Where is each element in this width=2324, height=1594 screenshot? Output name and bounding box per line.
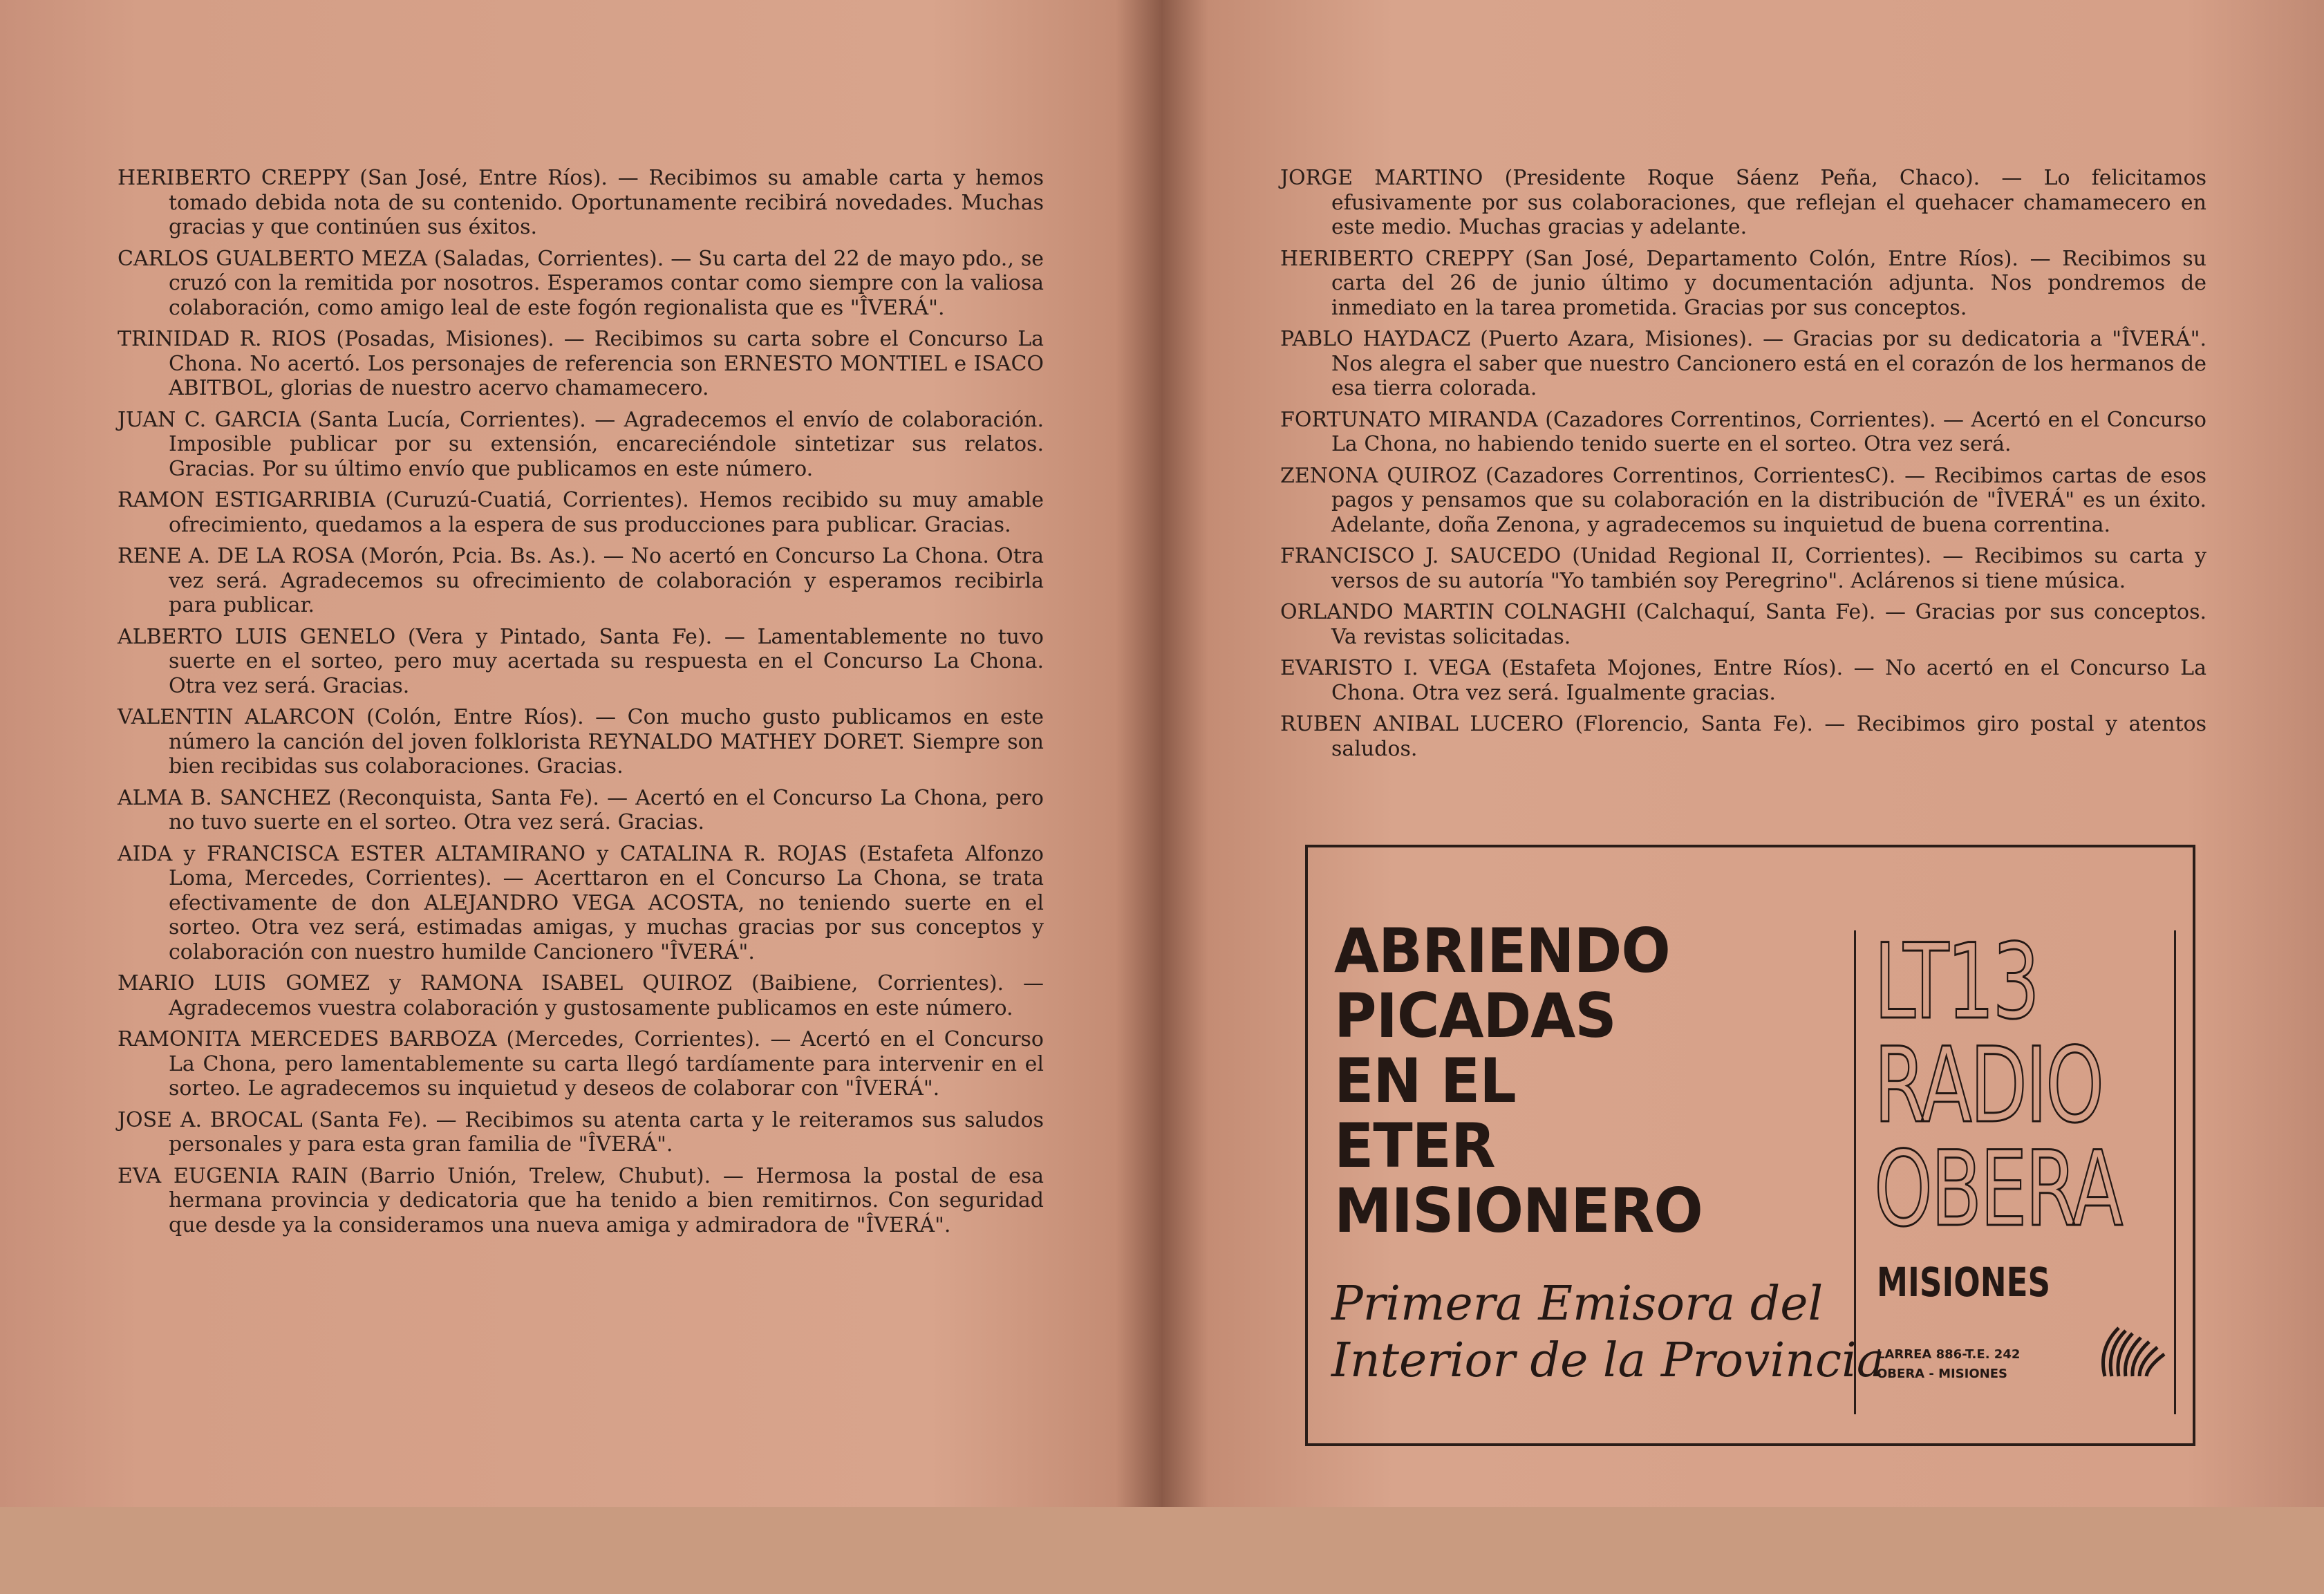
left-page — [118, 166, 1044, 1244]
station-line: OBERA — [1874, 1129, 2121, 1250]
letter-entry: RUBEN ANIBAL LUCERO (Florencio, Santa Fe). — Recibimos giro postal y atentos saludos. — [1280, 712, 2206, 761]
letter-entry: JOSE A. BROCAL (Santa Fe). — Recibimos su atenta carta y le reiteramos sus saludos personales y para esta gran familia de "ÎVERÁ". — [118, 1107, 1044, 1156]
station-line: RADIO — [1874, 1026, 2103, 1146]
letter-entry: RAMONITA MERCEDES BARBOZA (Mercedes, Corrientes). — Acertó en el Concurso La Chona, pero lamentablemente su carta llegó tardíamente para intervenir en el sorteo. Le agradecemos su inquietud y deseos de colaborar con "ÎVERÁ". — [118, 1027, 1044, 1100]
letter-entry: HERIBERTO CREPPY (San José, Departamento Colón, Entre Ríos). — Recibimos su carta del 26 de junio último y documentación adjunta. Nos pondremos de inmediato en la tarea prometida. Gracias por sus conceptos. — [1280, 246, 2206, 320]
letter-entry: AIDA y FRANCISCA ESTER ALTAMIRANO y CATALINA R. ROJAS (Estafeta Alfonzo Loma, Mercedes, Corrientes). — Acerttaron en el Concurso La Chona, se trata efectivamente de don ALEJANDRO VEGA ACOSTA, no teniendo suerte en el sorteo. Otra vez será, estimadas amigas, y muchas gracias por sus conceptos y colaboración con nuestro humilde Cancionero "ÎVERÁ". — [118, 841, 1044, 964]
letter-entry: RAMON ESTIGARRIBIA (Curuzú-Cuatiá, Corrientes). Hemos recibido su muy amable ofrecimiento, quedamos a la espera de sus producciones para publicar. Gracias. — [118, 488, 1044, 537]
address-line: LARREA 886-T.E. 242 — [1877, 1347, 2021, 1362]
ad-slogan — [1331, 1276, 1885, 1389]
headline-line: PICADAS — [1334, 979, 1616, 1051]
scan-bottom-strip — [0, 1507, 2324, 1594]
right-page — [1280, 166, 2206, 768]
station-block — [1854, 922, 2176, 1414]
letter-entry: EVA EUGENIA RAIN (Barrio Unión, Trelew, Chubut). — Hermosa la postal de esa hermana provincia y dedicatoria que ha tenido a bien remitirnos. Con seguridad que desde ya la consideramos una nueva amiga y admiradora de "ÎVERÁ". — [118, 1163, 1044, 1237]
headline-line: MISIONERO — [1334, 1174, 1703, 1246]
letter-entry: ALMA B. SANCHEZ (Reconquista, Santa Fe). — Acertó en el Concurso La Chona, pero no tuvo suerte en el sorteo. Otra vez será. Gracias. — [118, 785, 1044, 834]
station-line: LT13 — [1874, 922, 2039, 1042]
ad-headline — [1334, 915, 1818, 1246]
radio-wave-globe-icon — [2091, 1307, 2174, 1390]
letter-entry: PABLO HAYDACZ (Puerto Azara, Misiones). — Gracias por su dedicatoria a "ÎVERÁ". Nos alegra el saber que nuestro Cancionero está en el corazón de los hermanos de esa tierra colorada. — [1280, 327, 2206, 400]
letter-entry: HERIBERTO CREPPY (San José, Entre Ríos). — Recibimos su amable carta y hemos tomado debida nota de su contenido. Oportunamente recibirá novedades. Muchas gracias y que continúen sus éxitos. — [118, 166, 1044, 239]
slogan-line: Primera Emisora del — [1331, 1277, 1824, 1331]
address-line: OBERA - MISIONES — [1877, 1367, 2008, 1381]
letter-entry: ORLANDO MARTIN COLNAGHI (Calchaquí, Santa Fe). — Gracias por sus conceptos. Va revistas solicitadas. — [1280, 600, 2206, 649]
letter-entry: FORTUNATO MIRANDA (Cazadores Correntinos, Corrientes). — Acertó en el Concurso La Chona, no habiendo tenido suerte en el sorteo. Otra vez será. — [1280, 407, 2206, 456]
slogan-line: Interior de la Provincia — [1331, 1333, 1885, 1388]
letter-entry: TRINIDAD R. RIOS (Posadas, Misiones). — Recibimos su carta sobre el Concurso La Chona. No acertó. Los personajes de referencia son ERNESTO MONTIEL e ISACO ABITBOL, glorias de nuestro acervo chamamecero. — [118, 327, 1044, 400]
headline-line: ABRIENDO — [1334, 915, 1670, 986]
letter-entry: JUAN C. GARCIA (Santa Lucía, Corrientes). — Agradecemos el envío de colaboración. Imposible publicar por su extensión, encareciéndole sintetizar sus relatos. Gracias. Por su último envío que publicamos en este número. — [118, 407, 1044, 481]
letter-entry: RENE A. DE LA ROSA (Morón, Pcia. Bs. As.). — No acertó en Concurso La Chona. Otra vez será. Agradecemos su ofrecimiento de colaboración y esperamos recibirla para publicar. — [118, 544, 1044, 617]
letter-entry: ZENONA QUIROZ (Cazadores Correntinos, CorrientesC). — Recibimos cartas de esos pagos y pensamos que su colaboración en la distribución de "ÎVERÁ" es un éxito. Adelante, doña Zenona, y agradecemos su inquietud de buena correntina. — [1280, 463, 2206, 537]
radio-advertisement — [1305, 845, 2195, 1446]
letter-entry: VALENTIN ALARCON (Colón, Entre Ríos). — Con mucho gusto publicamos en este número la canción del joven folklorista REYNALDO MATHEY DORET. Siempre son bien recibidas sus colaboraciones. Gracias. — [118, 705, 1044, 778]
headline-line: ETER — [1334, 1109, 1495, 1181]
letter-entry: CARLOS GUALBERTO MEZA (Saladas, Corrientes). — Su carta del 22 de mayo pdo., se cruzó con la remitida por nosotros. Esperamos contar como siempre con la valiosa colaboración, como amigo leal de este fogón regionalista que es "ÎVERÁ". — [118, 246, 1044, 320]
headline-line: EN EL — [1334, 1044, 1516, 1116]
letter-entry: FRANCISCO J. SAUCEDO (Unidad Regional II, Corrientes). — Recibimos su carta y versos de su autoría "Yo también soy Peregrino". Aclárenos si tiene música. — [1280, 544, 2206, 593]
letter-entry: ALBERTO LUIS GENELO (Vera y Pintado, Santa Fe). — Lamentablemente no tuvo suerte en el sorteo, pero muy acertada su respuesta en el Concurso La Chona. Otra vez será. Gracias. — [118, 624, 1044, 698]
letter-entry: MARIO LUIS GOMEZ y RAMONA ISABEL QUIROZ (Baibiene, Corrientes). — Agradecemos vuestra colaboración y gustosamente publicamos en este número. — [118, 971, 1044, 1020]
station-province: MISIONES — [1877, 1259, 2051, 1306]
letter-entry: JORGE MARTINO (Presidente Roque Sáenz Peña, Chaco). — Lo felicitamos efusivamente por sus colaboraciones, que reflejan el quehacer chamamecero en este medio. Muchas gracias y adelante. — [1280, 166, 2206, 239]
station-address — [1877, 1345, 2020, 1384]
letter-entry: EVARISTO I. VEGA (Estafeta Mojones, Entre Ríos). — No acertó en el Concurso La Chona. Otra vez será. Igualmente gracias. — [1280, 656, 2206, 705]
